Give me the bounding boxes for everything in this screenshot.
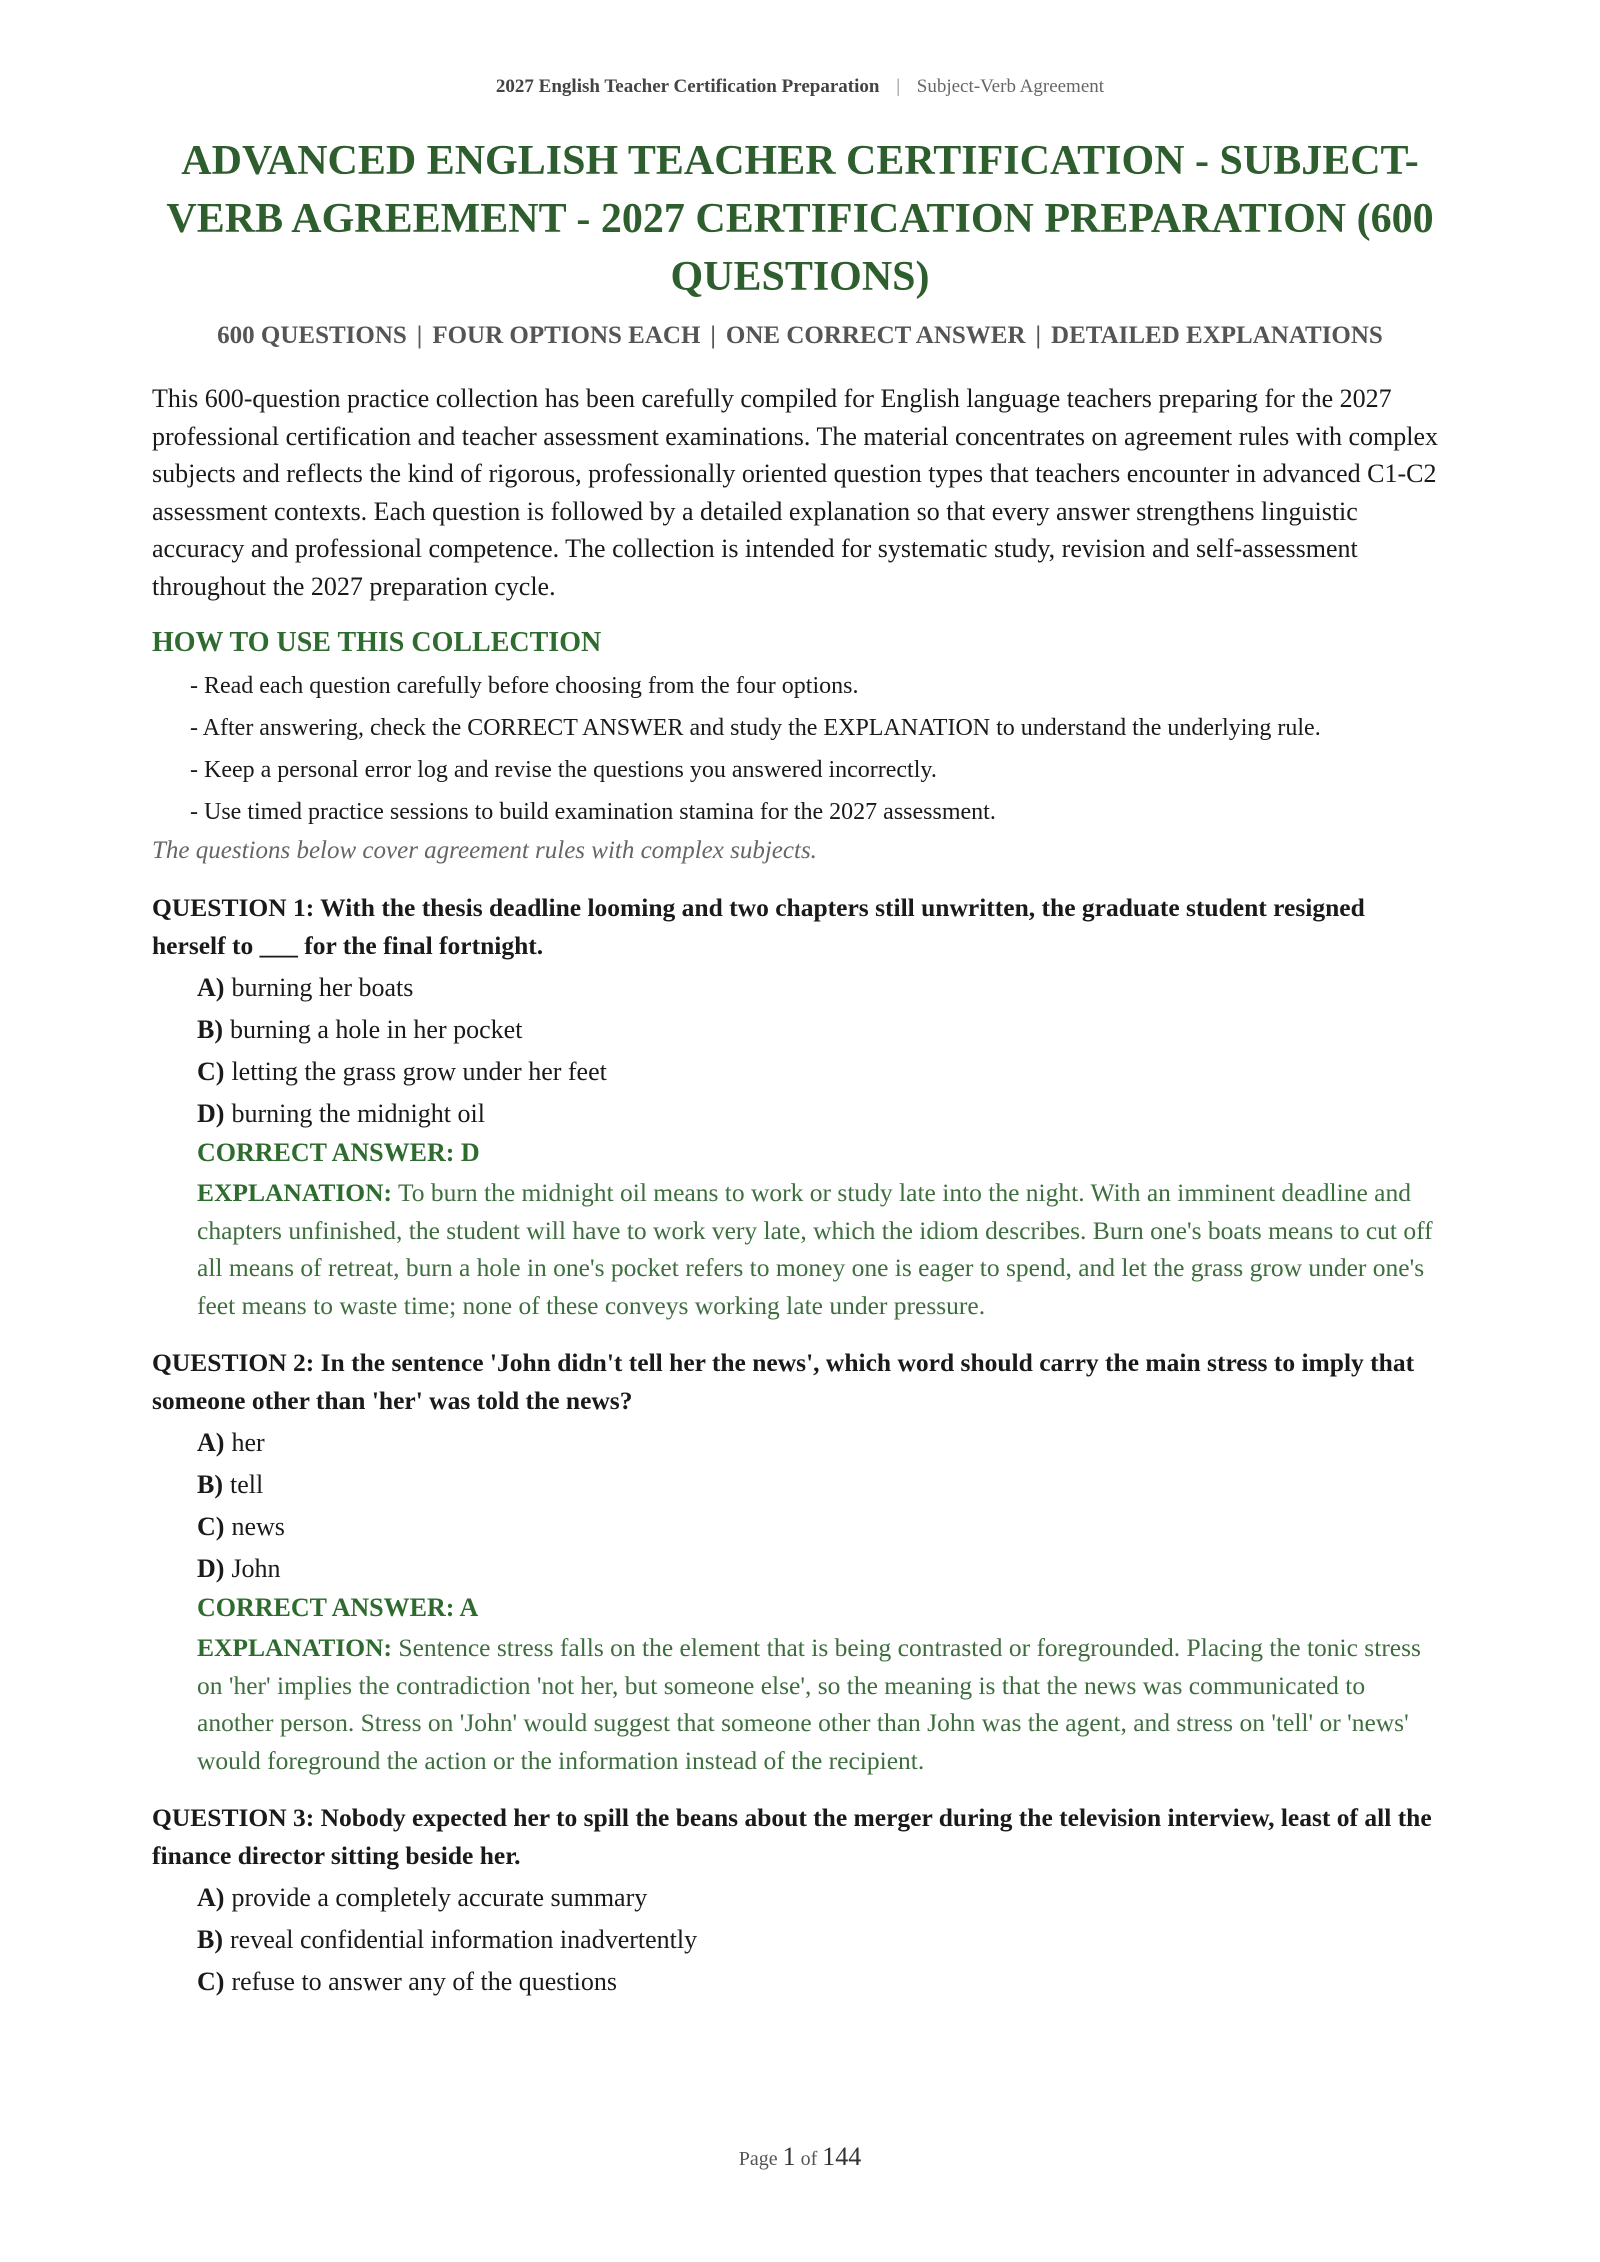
option-letter: B): [197, 1015, 223, 1044]
option-c: [152, 1054, 1442, 1090]
question-2: [152, 1344, 1442, 1779]
subheader: [130, 322, 1470, 350]
subheader-item: 600 QUESTIONS: [217, 322, 407, 349]
explanation: [152, 1629, 1442, 1779]
option-letter: D): [197, 1554, 225, 1583]
page-of: of: [800, 2148, 818, 2170]
intro-paragraph: This 600-question practice collection has been carefully compiled for English language teachers preparing for the 2027 professional certification and teacher assessment examinations. The material concentrates on agreement rules with complex subjects and reflects the kind of rigorous, professionally oriented question types that teachers encounter in advanced C1-C2 assessment contexts. Each question is followed by a detailed explanation so that every answer strengthens linguistic accuracy and professional competence. The collection is intended for systematic study, revision and self-assessment throughout the 2027 preparation cycle.: [152, 384, 1439, 601]
subheader-separator: |: [1035, 322, 1042, 349]
option-b: [152, 1467, 1442, 1503]
option-text: burning her boats: [231, 973, 414, 1002]
options-list: [152, 1425, 1442, 1587]
option-text: news: [231, 1512, 285, 1541]
option-text: refuse to answer any of the questions: [231, 1967, 617, 1996]
options-list: [152, 970, 1442, 1132]
howto-item: - Use timed practice sessions to build examination stamina for the 2027 assessment.: [190, 799, 996, 825]
option-text: burning the midnight oil: [231, 1099, 485, 1128]
option-a: [152, 1880, 1442, 1916]
howto-title: HOW TO USE THIS COLLECTION: [152, 627, 602, 658]
page-label: Page: [738, 2148, 778, 2170]
question-text: QUESTION 1: With the thesis deadline looming and two chapters still unwritten, the graduate student resigned herself to ___ for the final fortnight.: [152, 893, 1365, 960]
option-b: [152, 1012, 1442, 1048]
option-letter: B): [197, 1925, 223, 1954]
option-letter: C): [197, 1967, 225, 1996]
howto-item: - Keep a personal error log and revise the questions you answered incorrectly.: [190, 757, 937, 783]
option-letter: A): [197, 973, 225, 1002]
page-footer: [0, 2142, 1600, 2172]
option-letter: A): [197, 1883, 225, 1912]
main-content: [152, 380, 1442, 2020]
question-3: [152, 1799, 1442, 2000]
question-text: QUESTION 2: In the sentence 'John didn't tell her the news', which word should carry the main stress to imply that someone other than 'her' was told the news?: [152, 1348, 1415, 1415]
explanation-label: EXPLANATION:: [197, 1178, 393, 1207]
question-1: [152, 889, 1442, 1324]
option-text: John: [231, 1554, 281, 1583]
option-text: reveal confidential information inadvertently: [230, 1925, 698, 1954]
explanation: [152, 1174, 1442, 1324]
subheader-item: ONE CORRECT ANSWER: [725, 322, 1026, 349]
option-letter: A): [197, 1428, 225, 1457]
howto-item: - Read each question carefully before choosing from the four options.: [190, 673, 859, 699]
option-b: [152, 1922, 1442, 1958]
option-text: tell: [230, 1470, 264, 1499]
explanation-text: To burn the midnight oil means to work or study late into the night. With an imminent deadline and chapters unfinished, the student will have to work very late, which the idiom describes. Burn one's boats means to cut off all means of retreat, burn a hole in one's pocket refers to money one is eager to spend, and let the grass grow under one's feet means to waste time; none of these conveys working late under pressure.: [197, 1178, 1433, 1320]
option-letter: B): [197, 1470, 223, 1499]
option-d: [152, 1096, 1442, 1132]
subheader-item: DETAILED EXPLANATIONS: [1051, 322, 1383, 349]
running-header-left: 2027 English Teacher Certification Preparation: [495, 76, 880, 97]
explanation-text: Sentence stress falls on the element that is being contrasted or foregrounded. Placing the tonic stress on 'her' implies the contradiction 'not her, but someone else', so the meaning is that the news was communicated to another person. Stress on 'John' would suggest that someone other than John was the agent, and stress on 'tell' or 'news' would foreground the action or the information instead of the recipient.: [197, 1633, 1421, 1775]
correct-answer: CORRECT ANSWER: D: [197, 1138, 480, 1167]
howto-list: [152, 669, 1442, 830]
option-letter: C): [197, 1057, 225, 1086]
option-a: [152, 970, 1442, 1006]
running-header-right: Subject-Verb Agreement: [916, 76, 1105, 97]
total-pages: 144: [822, 2142, 862, 2171]
option-a: [152, 1425, 1442, 1461]
correct-answer: CORRECT ANSWER: A: [197, 1593, 479, 1622]
subheader-separator: |: [416, 322, 423, 349]
document-title: ADVANCED ENGLISH TEACHER CERTIFICATION - SUBJECT-VERB AGREEMENT - 2027 CERTIFICATION PREPARATION (600 QUESTIONS): [166, 138, 1434, 300]
option-letter: C): [197, 1512, 225, 1541]
option-text: her: [231, 1428, 265, 1457]
option-text: burning a hole in her pocket: [230, 1015, 523, 1044]
option-text: provide a completely accurate summary: [231, 1883, 648, 1912]
subheader-separator: |: [710, 322, 716, 349]
subheader-item: FOUR OPTIONS EACH: [432, 322, 701, 349]
options-list: [152, 1880, 1442, 2000]
option-d: [152, 1551, 1442, 1587]
option-c: [152, 1509, 1442, 1545]
howto-item: - After answering, check the CORRECT ANSWER and study the EXPLANATION to understand the underlying rule.: [190, 715, 1321, 741]
option-letter: D): [197, 1099, 225, 1128]
running-header-separator: |: [896, 76, 900, 97]
running-header: [0, 76, 1600, 98]
question-text: QUESTION 3: Nobody expected her to spill the beans about the merger during the television interview, least of all the finance director sitting beside her.: [152, 1803, 1432, 1870]
option-text: letting the grass grow under her feet: [231, 1057, 607, 1086]
option-c: [152, 1964, 1442, 2000]
coverage-note: The questions below cover agreement rules with complex subjects.: [152, 837, 817, 864]
explanation-label: EXPLANATION:: [197, 1633, 393, 1662]
current-page: 1: [782, 2142, 796, 2171]
